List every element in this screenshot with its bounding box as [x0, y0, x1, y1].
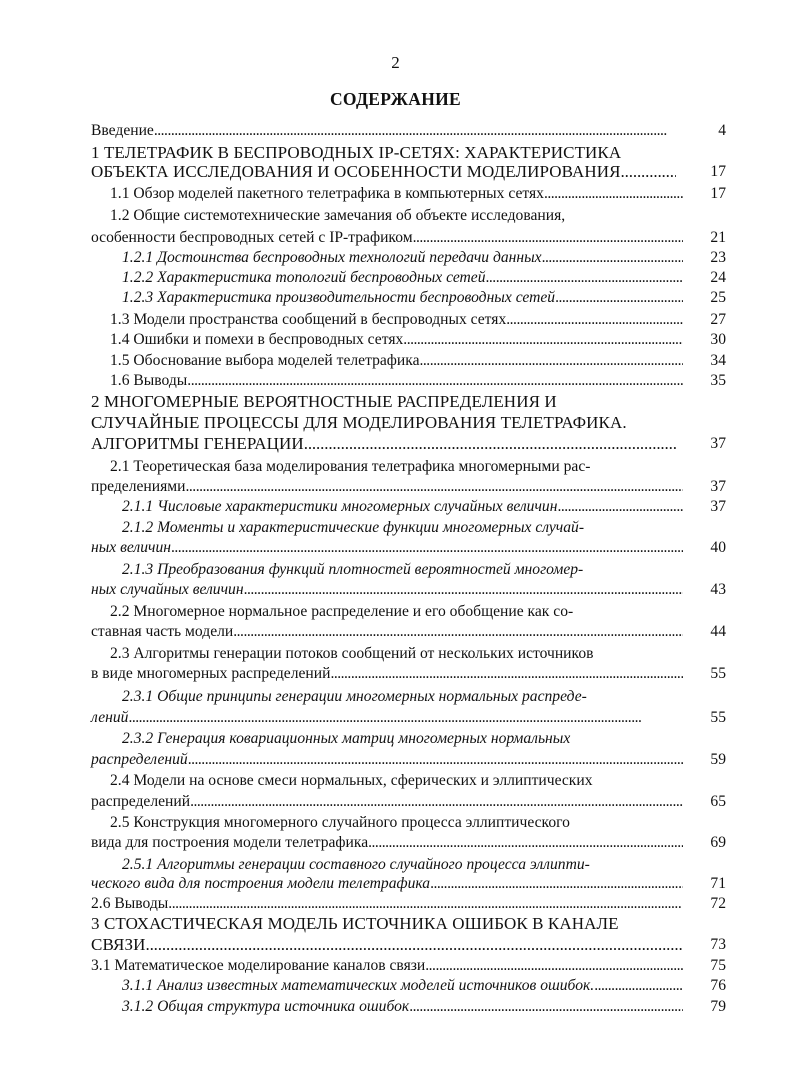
toc-entry-text: 1.2 Общие системотехнические замечания об объекте исследования,	[110, 207, 566, 224]
toc-entry-text: распределений	[91, 793, 191, 810]
toc-entry-line	[91, 143, 621, 163]
toc-entry-line	[110, 330, 683, 350]
toc-entry-line	[110, 644, 676, 664]
toc-entry-line	[122, 729, 676, 749]
toc-entry-text: 1.2.3 Характеристика производительности беспроводных сетей	[122, 289, 556, 306]
dot-leader	[542, 248, 683, 268]
toc-entry-text: 3.1 Математическое моделирование каналов связи	[91, 957, 426, 974]
dot-leader	[557, 497, 683, 517]
toc-page-number: 69	[710, 834, 726, 851]
dot-leader	[330, 664, 683, 684]
toc-entry-line	[91, 874, 683, 894]
toc-page-number: 44	[710, 623, 726, 640]
toc-entry-line	[122, 855, 676, 875]
toc-page-number: 27	[710, 311, 726, 328]
dot-leader	[128, 708, 683, 728]
toc-entry-line	[122, 560, 676, 580]
dot-leader	[403, 330, 683, 350]
toc-page-number: 79	[710, 998, 726, 1015]
toc-entry-text: 1.5 Обоснование выбора моделей телетрафика	[110, 352, 420, 369]
toc-entry-line	[110, 771, 676, 791]
toc-entry-text: 2.5 Конструкция многомерного случайного процесса эллиптического	[110, 814, 570, 831]
dot-leader	[244, 580, 683, 600]
toc-entry-line	[91, 477, 683, 497]
toc-page-number: 55	[710, 709, 726, 726]
toc-entry-text: в виде многомерных распределений	[91, 665, 331, 682]
toc-page-number: 4	[718, 122, 726, 139]
toc-entry-line	[122, 976, 683, 996]
toc-entry-text: АЛГОРИТМЫ ГЕНЕРАЦИИ	[91, 434, 304, 453]
toc-entry-text: пределениями	[91, 478, 186, 495]
dot-leader	[430, 874, 683, 894]
toc-entry-text: особенности беспроводных сетей с IP-трафиком	[91, 229, 413, 246]
toc-page-number: 40	[710, 539, 726, 556]
toc-entry-text: вида для построения модели телетрафика	[91, 834, 369, 851]
toc-entry-line	[110, 184, 683, 204]
toc-entry-line	[110, 602, 676, 622]
toc-entry-line	[110, 457, 676, 477]
toc-page-number: 59	[710, 751, 726, 768]
toc-entry-line	[110, 371, 683, 391]
toc-entry-text: 1.3 Модели пространства сообщений в беспроводных сетях	[110, 311, 507, 328]
toc-entry-text: 2.1.3 Преобразования функций плотностей вероятностей многомер-	[122, 561, 584, 578]
toc-entry-line	[91, 228, 683, 248]
toc-entry-text: 2.3.2 Генерация ковариационных матриц многомерных нормальных	[122, 730, 571, 747]
toc-entry-line	[110, 206, 650, 226]
dot-leader	[544, 184, 683, 204]
dot-leader	[186, 477, 684, 497]
toc-entry-text: 1 ТЕЛЕТРАФИК В БЕСПРОВОДНЫХ IP-СЕТЯХ: ХАРАКТЕРИСТИКА	[91, 143, 622, 162]
toc-page-number: 71	[710, 875, 726, 892]
toc-entry-line	[122, 687, 676, 707]
toc-entry-line	[110, 813, 676, 833]
toc-entry-text: 1.1 Обзор моделей пакетного телетрафика в компьютерных сетях	[110, 185, 544, 202]
toc-page-number: 75	[710, 957, 726, 974]
toc-page-number: 34	[710, 352, 726, 369]
toc-entry-line	[122, 288, 683, 308]
toc-entry-text: 2.1 Теоретическая база моделирования телетрафика многомерными рас-	[110, 458, 591, 475]
toc-entry-line	[110, 351, 683, 371]
toc-entry-text: Введение	[91, 122, 154, 139]
toc-entry-line	[122, 997, 683, 1017]
toc-entry-line	[122, 248, 683, 268]
dot-leader	[145, 935, 683, 955]
toc-entry-line	[91, 538, 683, 558]
toc-entry-text: 1.6 Выводы	[110, 372, 188, 389]
dot-leader	[190, 792, 683, 812]
toc-entry-text: 2.2 Многомерное нормальное распределение и его обобщение как со-	[110, 603, 574, 620]
toc-entry-text: 2.3.1 Общие принципы генерации многомерных нормальных распреде-	[122, 688, 587, 705]
toc-entry-line	[91, 622, 683, 642]
dot-leader	[168, 894, 683, 914]
toc-entry-text: 2.4 Модели на основе смеси нормальных, сферических и эллиптических	[110, 772, 593, 789]
toc-entry-text: 3.1.2 Общая структура источника ошибок	[122, 998, 410, 1015]
toc-entry-text: СВЯЗИ	[91, 935, 146, 954]
toc-entry-line	[91, 580, 683, 600]
toc-entry-text: ОБЪЕКТА ИССЛЕДОВАНИЯ И ОСОБЕННОСТИ МОДЕЛИРОВАНИЯ	[91, 162, 621, 181]
toc-entry-text: 2.3 Алгоритмы генерации потоков сообщений от нескольких источников	[110, 645, 594, 662]
toc-entry-line	[91, 956, 683, 976]
toc-entry-line	[122, 497, 683, 517]
dot-leader	[425, 956, 683, 976]
dot-leader	[409, 997, 683, 1017]
toc-entry-text: 1.2.1 Достоинства беспроводных технологий передачи данных	[122, 249, 542, 266]
dot-leader	[187, 371, 683, 391]
dot-leader	[555, 288, 683, 308]
toc-page-number: 23	[710, 249, 726, 266]
toc-entry-line	[91, 935, 683, 955]
toc-page-number: 24	[710, 269, 726, 286]
toc-entry-text: 2.1.1 Числовые характеристики многомерных случайных величин	[122, 498, 558, 515]
toc-entry-line	[91, 914, 619, 934]
dot-leader	[368, 833, 683, 853]
toc-page-number: 73	[710, 936, 726, 953]
toc-page-number: 43	[710, 581, 726, 598]
toc-entry-line	[91, 833, 683, 853]
toc-entry-line	[91, 894, 683, 914]
toc-entry-line	[91, 750, 683, 770]
toc-entry-line	[110, 310, 683, 330]
toc-page-number: 35	[710, 372, 726, 389]
toc-entry-line	[91, 708, 683, 728]
toc-entry-line	[91, 792, 683, 812]
dot-leader	[621, 162, 676, 182]
toc-entry-line	[91, 392, 557, 412]
dot-leader	[188, 750, 683, 770]
toc-entry-text: ных случайных величин	[91, 581, 244, 598]
toc-entry-text: 3.1.1 Анализ известных математических моделей источников ошибок.	[122, 977, 595, 994]
toc-entry-text: 1.4 Ошибки и помехи в беспроводных сетях	[110, 331, 404, 348]
toc-page-number: 76	[710, 977, 726, 994]
dot-leader	[506, 310, 683, 330]
dot-leader	[154, 121, 683, 141]
dot-leader	[486, 268, 683, 288]
dot-leader	[233, 622, 683, 642]
toc-entry-text: 2.1.2 Моменты и характеристические функции многомерных случай-	[122, 519, 585, 536]
toc-page-number: 25	[710, 289, 726, 306]
toc-entry-text: 3 СТОХАСТИЧЕСКАЯ МОДЕЛЬ ИСТОЧНИКА ОШИБОК В КАНАЛЕ	[91, 914, 619, 933]
toc-page-number: 17	[710, 163, 726, 180]
toc-entry-line	[122, 268, 683, 288]
toc-entry-text: распределений	[91, 751, 188, 768]
toc-entry-line	[91, 121, 683, 141]
dot-leader	[420, 351, 684, 371]
toc-entry-line	[122, 518, 676, 538]
dot-leader	[304, 434, 676, 454]
toc-entry-text: ческого вида для построения модели телетрафика	[91, 875, 431, 892]
toc-page-number: 55	[710, 665, 726, 682]
toc-page-number: 72	[710, 895, 726, 912]
page-title: СОДЕРЖАНИЕ	[329, 89, 461, 109]
dot-leader	[171, 538, 683, 558]
toc-page-number: 65	[710, 793, 726, 810]
toc-entry-text: ных величин	[91, 539, 171, 556]
toc-page-number: 17	[710, 185, 726, 202]
toc-entry-text: СЛУЧАЙНЫЕ ПРОЦЕССЫ ДЛЯ МОДЕЛИРОВАНИЯ ТЕЛЕТРАФИКА.	[91, 413, 627, 432]
toc-entry-line	[91, 434, 676, 454]
toc-entry-text: лений	[91, 709, 129, 726]
toc-page-number: 30	[710, 331, 726, 348]
dot-leader	[594, 976, 683, 996]
toc-page-number: 37	[710, 478, 726, 495]
toc-page-number: 37	[710, 498, 726, 515]
toc-page-number: 37	[710, 435, 726, 452]
toc-entry-line	[91, 413, 627, 433]
toc-entry-text: 2 МНОГОМЕРНЫЕ ВЕРОЯТНОСТНЫЕ РАСПРЕДЕЛЕНИЯ И	[91, 392, 557, 411]
toc-entry-text: 2.6 Выводы	[91, 895, 169, 912]
toc-entry-line	[91, 162, 676, 182]
toc-entry-text: 1.2.2 Характеристика топологий беспроводных сетей	[122, 269, 486, 286]
dot-leader	[413, 228, 683, 248]
toc-entry-text: ставная часть модели	[91, 623, 234, 640]
toc-entry-line	[91, 664, 683, 684]
toc-page-number: 21	[710, 229, 726, 246]
toc-entry-text: 2.5.1 Алгоритмы генерации составного случайного процесса эллипти-	[122, 856, 590, 873]
page-number: 2	[391, 53, 400, 72]
